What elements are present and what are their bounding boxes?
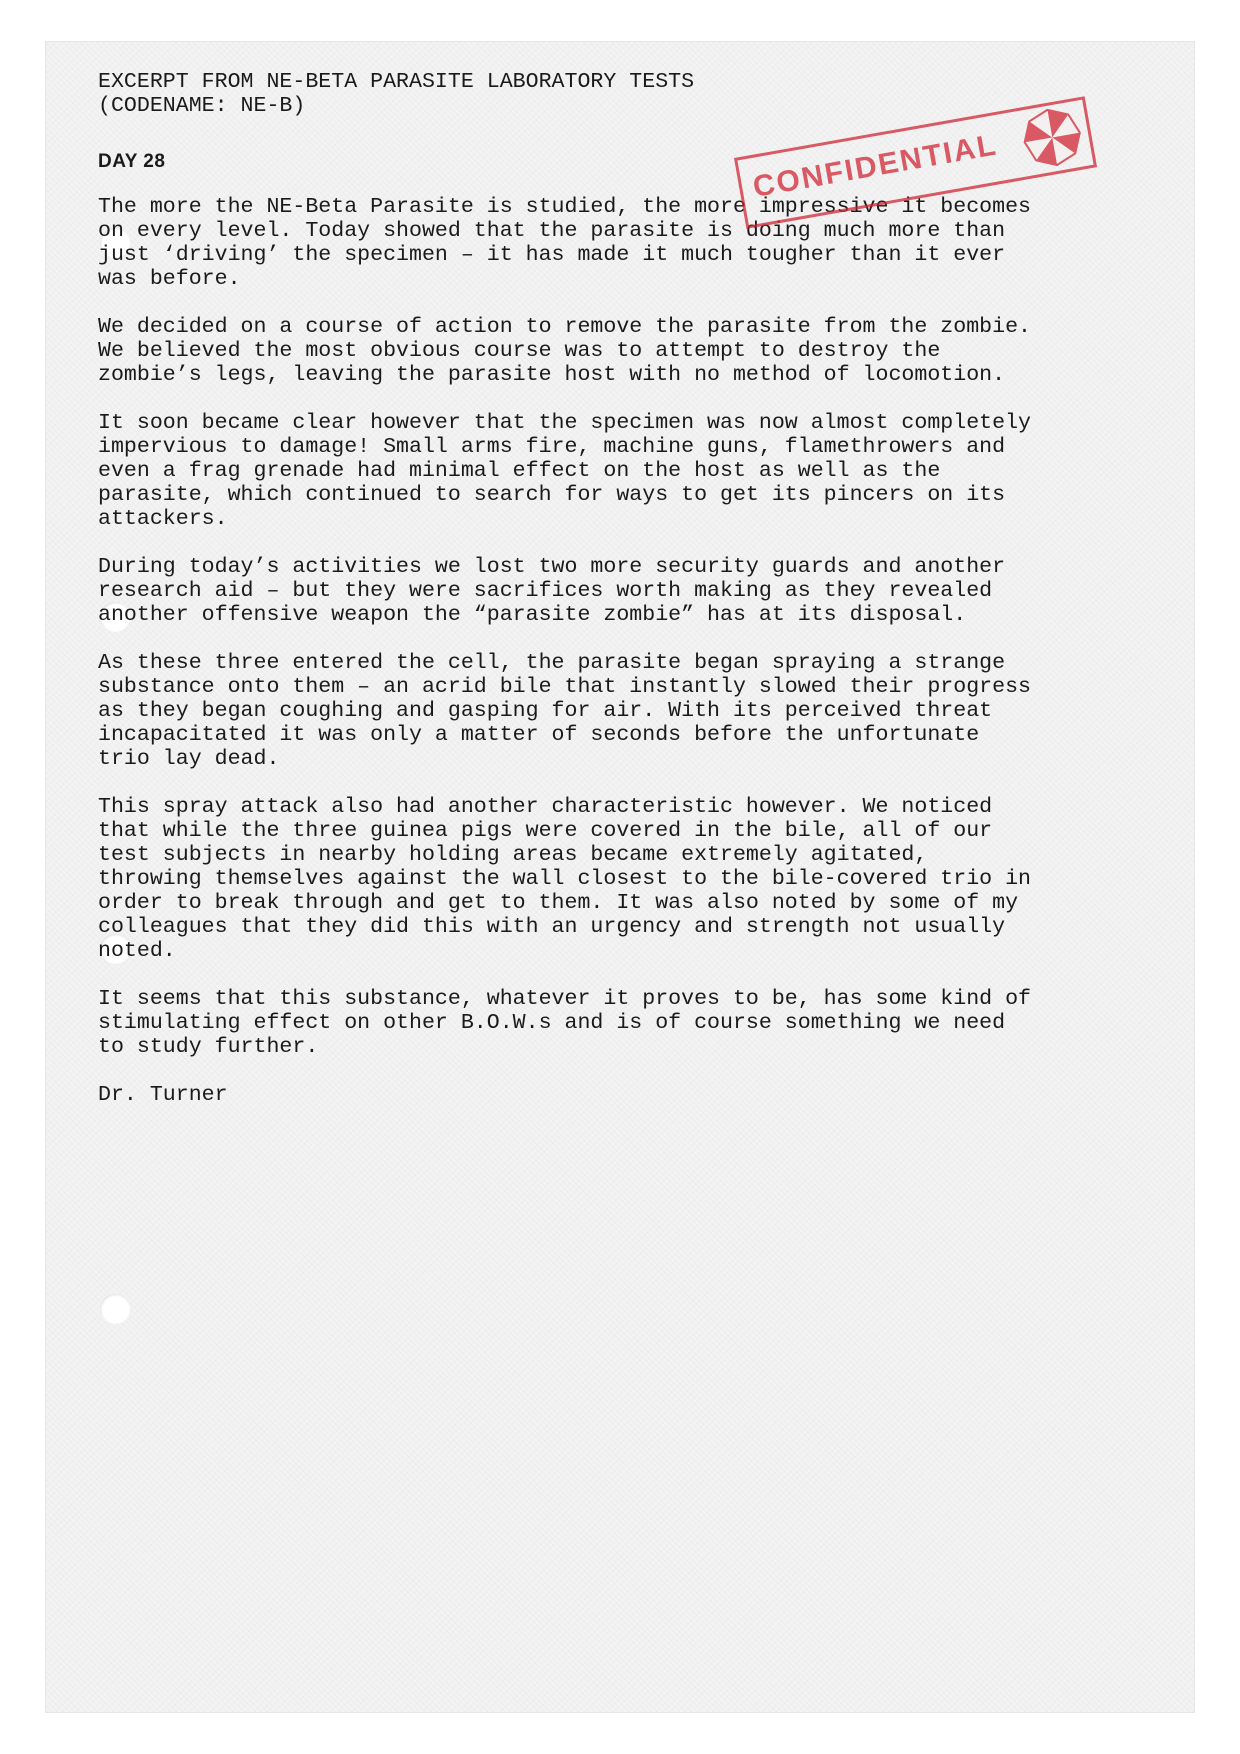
paragraph-line: As these three entered the cell, the parasite began spraying a strange	[98, 651, 1006, 675]
paragraph-line: zombie’s legs, leaving the parasite host with no method of locomotion.	[98, 363, 1006, 387]
stamp-text: CONFIDENTIAL	[750, 128, 1000, 204]
paragraph-line: noted.	[98, 939, 176, 963]
document-body	[98, 70, 1158, 1107]
paragraph-line: It seems that this substance, whatever it proves to be, has some kind of	[98, 987, 1032, 1011]
paragraph-line: The more the NE-Beta Parasite is studied, the more impressive it becomes	[98, 195, 1032, 219]
document-title: EXCERPT FROM NE-BETA PARASITE LABORATORY TESTS	[98, 70, 695, 94]
paragraph-line: substance onto them – an acrid bile that instantly slowed their progress	[98, 675, 1032, 699]
paragraph-line: This spray attack also had another characteristic however. We noticed	[98, 795, 993, 819]
paragraph-line: We believed the most obvious course was to attempt to destroy the	[98, 339, 941, 363]
punch-hole	[100, 1294, 130, 1324]
paragraph-line: even a frag grenade had minimal effect on the host as well as the	[98, 459, 941, 483]
paragraph-line: attackers.	[98, 507, 228, 531]
paragraph	[98, 411, 1158, 531]
paragraph-line: colleagues that they did this with an urgency and strength not usually	[98, 915, 1006, 939]
paragraph	[98, 195, 1158, 291]
paragraph-line: impervious to damage! Small arms fire, machine guns, flamethrowers and	[98, 435, 1006, 459]
paragraph-line: parasite, which continued to search for ways to get its pincers on its	[98, 483, 1006, 507]
umbrella-logo-icon	[1016, 102, 1088, 174]
paragraph-line: order to break through and get to them. It was also noted by some of my	[98, 891, 1019, 915]
paragraph-line: was before.	[98, 267, 241, 291]
document-codename: (CODENAME: NE-B)	[98, 94, 306, 118]
paragraph-line: trio lay dead.	[98, 747, 280, 771]
paragraph-line: just ‘driving’ the specimen – it has made it much tougher than it ever	[98, 243, 1006, 267]
paragraph-line: research aid – but they were sacrifices worth making as they revealed	[98, 579, 993, 603]
paragraph-line: on every level. Today showed that the parasite is doing much more than	[98, 219, 1006, 243]
paragraph	[98, 555, 1158, 627]
paragraph-line: stimulating effect on other B.O.W.s and is of course something we need	[98, 1011, 1006, 1035]
paragraph-line: We decided on a course of action to remove the parasite from the zombie.	[98, 315, 1032, 339]
report-paragraphs	[98, 195, 1158, 1059]
paragraph-line: It soon became clear however that the specimen was now almost completely	[98, 411, 1032, 435]
paragraph	[98, 795, 1158, 963]
paragraph-line: During today’s activities we lost two more security guards and another	[98, 555, 1006, 579]
paragraph-line: as they began coughing and gasping for air. With its perceived threat	[98, 699, 993, 723]
day-heading: DAY 28	[98, 151, 166, 172]
paragraph-line: test subjects in nearby holding areas became extremely agitated,	[98, 843, 928, 867]
paragraph	[98, 987, 1158, 1059]
paragraph-line: throwing themselves against the wall closest to the bile-covered trio in	[98, 867, 1032, 891]
signature: Dr. Turner	[98, 1083, 228, 1107]
paragraph-line: incapacitated it was only a matter of seconds before the unfortunate	[98, 723, 980, 747]
paragraph-line: another offensive weapon the “parasite zombie” has at its disposal.	[98, 603, 967, 627]
paragraph	[98, 651, 1158, 771]
paragraph-line: that while the three guinea pigs were covered in the bile, all of our	[98, 819, 993, 843]
paragraph	[98, 315, 1158, 387]
paragraph-line: to study further.	[98, 1035, 319, 1059]
